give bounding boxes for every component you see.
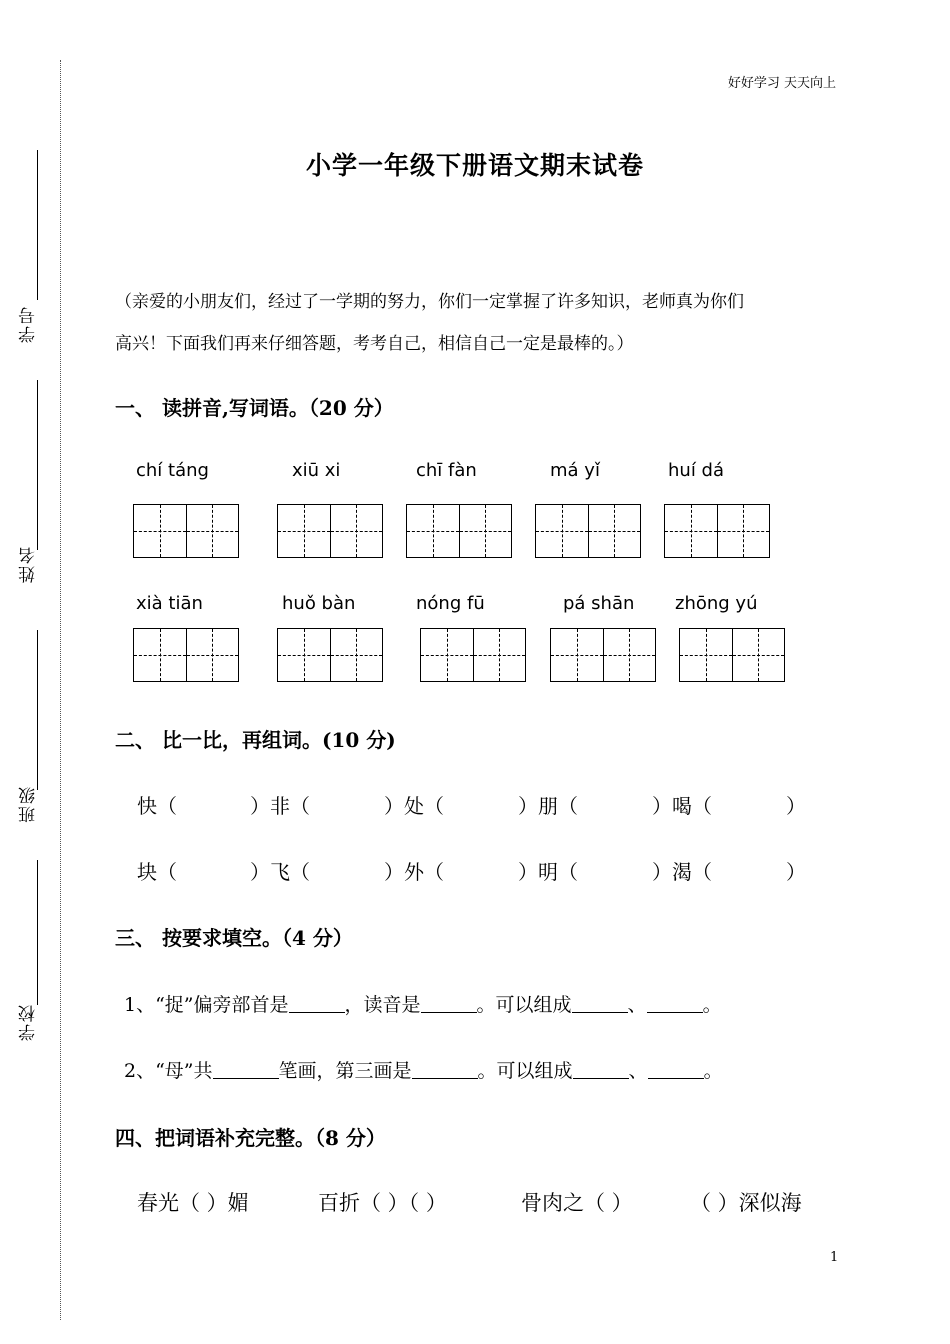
section3-heading: 三、 按要求填空。（4 分） bbox=[115, 926, 353, 950]
writing-grid[interactable] bbox=[277, 628, 383, 682]
writing-grid[interactable] bbox=[679, 628, 785, 682]
pinyin-label: má yǐ bbox=[550, 460, 600, 481]
section4-heading: 四、把词语补充完整。（8 分） bbox=[115, 1126, 386, 1150]
word-item: ） bbox=[786, 794, 806, 818]
name-label: 姓名 bbox=[19, 545, 39, 583]
idiom-item: 春光（ ）媚 bbox=[137, 1191, 249, 1215]
writing-grid[interactable] bbox=[133, 504, 239, 558]
word-item: ）飞（ bbox=[250, 860, 310, 884]
word-item: ）渴（ bbox=[652, 860, 712, 884]
writing-grid[interactable] bbox=[535, 504, 641, 558]
question-text: ，读音是 bbox=[344, 994, 421, 1016]
answer-blank[interactable] bbox=[648, 1060, 704, 1079]
answer-blank[interactable] bbox=[289, 994, 345, 1013]
section2-heading: 二、 比一比，再组词。(10 分) bbox=[115, 728, 396, 752]
writing-grid[interactable] bbox=[133, 628, 239, 682]
pinyin-label: chī fàn bbox=[416, 460, 477, 481]
word-item: ）朋（ bbox=[518, 794, 578, 818]
answer-blank[interactable] bbox=[573, 1060, 629, 1079]
class-line bbox=[37, 630, 38, 790]
writing-grid[interactable] bbox=[420, 628, 526, 682]
pinyin-label: huǒ bàn bbox=[282, 593, 356, 614]
section1-heading: 一、 读拼音,写词语。（20 分） bbox=[115, 396, 394, 420]
word-item: ）明（ bbox=[518, 860, 578, 884]
answer-blank[interactable] bbox=[213, 1060, 279, 1079]
idiom-item: 骨肉之（ ） bbox=[521, 1191, 633, 1215]
question-text: 。 bbox=[703, 1060, 723, 1082]
writing-grid[interactable] bbox=[277, 504, 383, 558]
page-title: 小学一年级下册语文期末试卷 bbox=[305, 151, 644, 180]
word-item: ）非（ bbox=[250, 794, 310, 818]
school-label: 学校 bbox=[19, 1003, 39, 1041]
word-item: ）处（ bbox=[384, 794, 444, 818]
answer-blank[interactable] bbox=[412, 1060, 478, 1079]
writing-grid[interactable] bbox=[550, 628, 656, 682]
idiom-item: 百折（ ）（ ） bbox=[318, 1191, 447, 1215]
fill-question-2 bbox=[124, 1056, 723, 1083]
student-number-label: 学号 bbox=[19, 305, 39, 343]
pinyin-label: nóng fū bbox=[416, 593, 485, 614]
idiom-item: （ ）深似海 bbox=[690, 1191, 802, 1215]
answer-blank[interactable] bbox=[572, 994, 628, 1013]
question-text: 、 bbox=[627, 994, 647, 1016]
intro-line-2: 高兴！下面我们再来仔细答题，考考自己，相信自己一定是最棒的。） bbox=[115, 334, 634, 354]
word-item: 块（ bbox=[137, 860, 177, 884]
word-item: ） bbox=[786, 860, 806, 884]
pinyin-label: xiū xi bbox=[292, 460, 341, 481]
pinyin-label: huí dá bbox=[668, 460, 724, 481]
pinyin-label: pá shān bbox=[563, 593, 635, 614]
name-line bbox=[37, 380, 38, 550]
writing-grid[interactable] bbox=[664, 504, 770, 558]
pinyin-label: chí táng bbox=[136, 460, 209, 481]
class-label: 班级 bbox=[19, 785, 39, 823]
question-text: 、 bbox=[628, 1060, 648, 1082]
header-note: 好好学习 天天向上 bbox=[727, 76, 836, 91]
question-text: 1、“捉”偏旁部首是 bbox=[124, 994, 289, 1016]
page-number: 1 bbox=[830, 1250, 839, 1265]
school-line bbox=[37, 860, 38, 1005]
question-text: 。可以组成 bbox=[476, 994, 572, 1016]
word-item: ）喝（ bbox=[652, 794, 712, 818]
pinyin-label: xià tiān bbox=[136, 593, 203, 614]
question-text: 。 bbox=[702, 994, 722, 1016]
writing-grid[interactable] bbox=[406, 504, 512, 558]
question-text: 。可以组成 bbox=[477, 1060, 573, 1082]
answer-blank[interactable] bbox=[647, 994, 703, 1013]
fill-question-1 bbox=[124, 990, 722, 1017]
pinyin-label: zhōng yú bbox=[675, 593, 758, 614]
word-item: ）外（ bbox=[384, 860, 444, 884]
question-text: 2、“母”共 bbox=[124, 1060, 213, 1082]
binding-dotted-line bbox=[60, 60, 61, 1320]
word-item: 快（ bbox=[137, 794, 177, 818]
question-text: 笔画，第三画是 bbox=[278, 1060, 412, 1082]
answer-blank[interactable] bbox=[421, 994, 477, 1013]
intro-line-1: （亲爱的小朋友们，经过了一学期的努力，你们一定掌握了许多知识，老师真为你们 bbox=[115, 292, 744, 312]
